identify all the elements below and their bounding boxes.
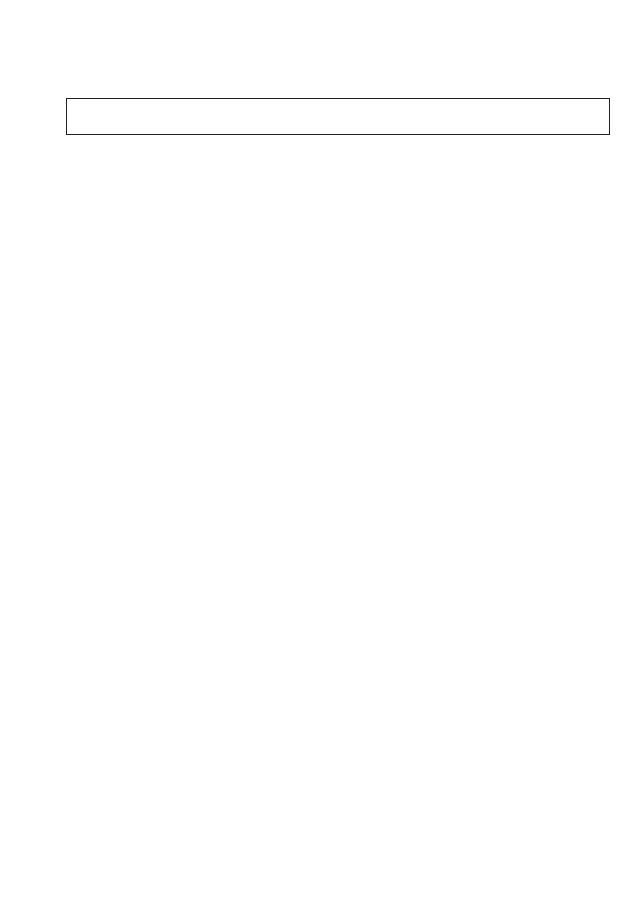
section-header-row xyxy=(67,99,610,135)
section-title xyxy=(67,99,610,135)
section-header-row-group xyxy=(67,99,610,135)
generators-table xyxy=(66,98,610,135)
